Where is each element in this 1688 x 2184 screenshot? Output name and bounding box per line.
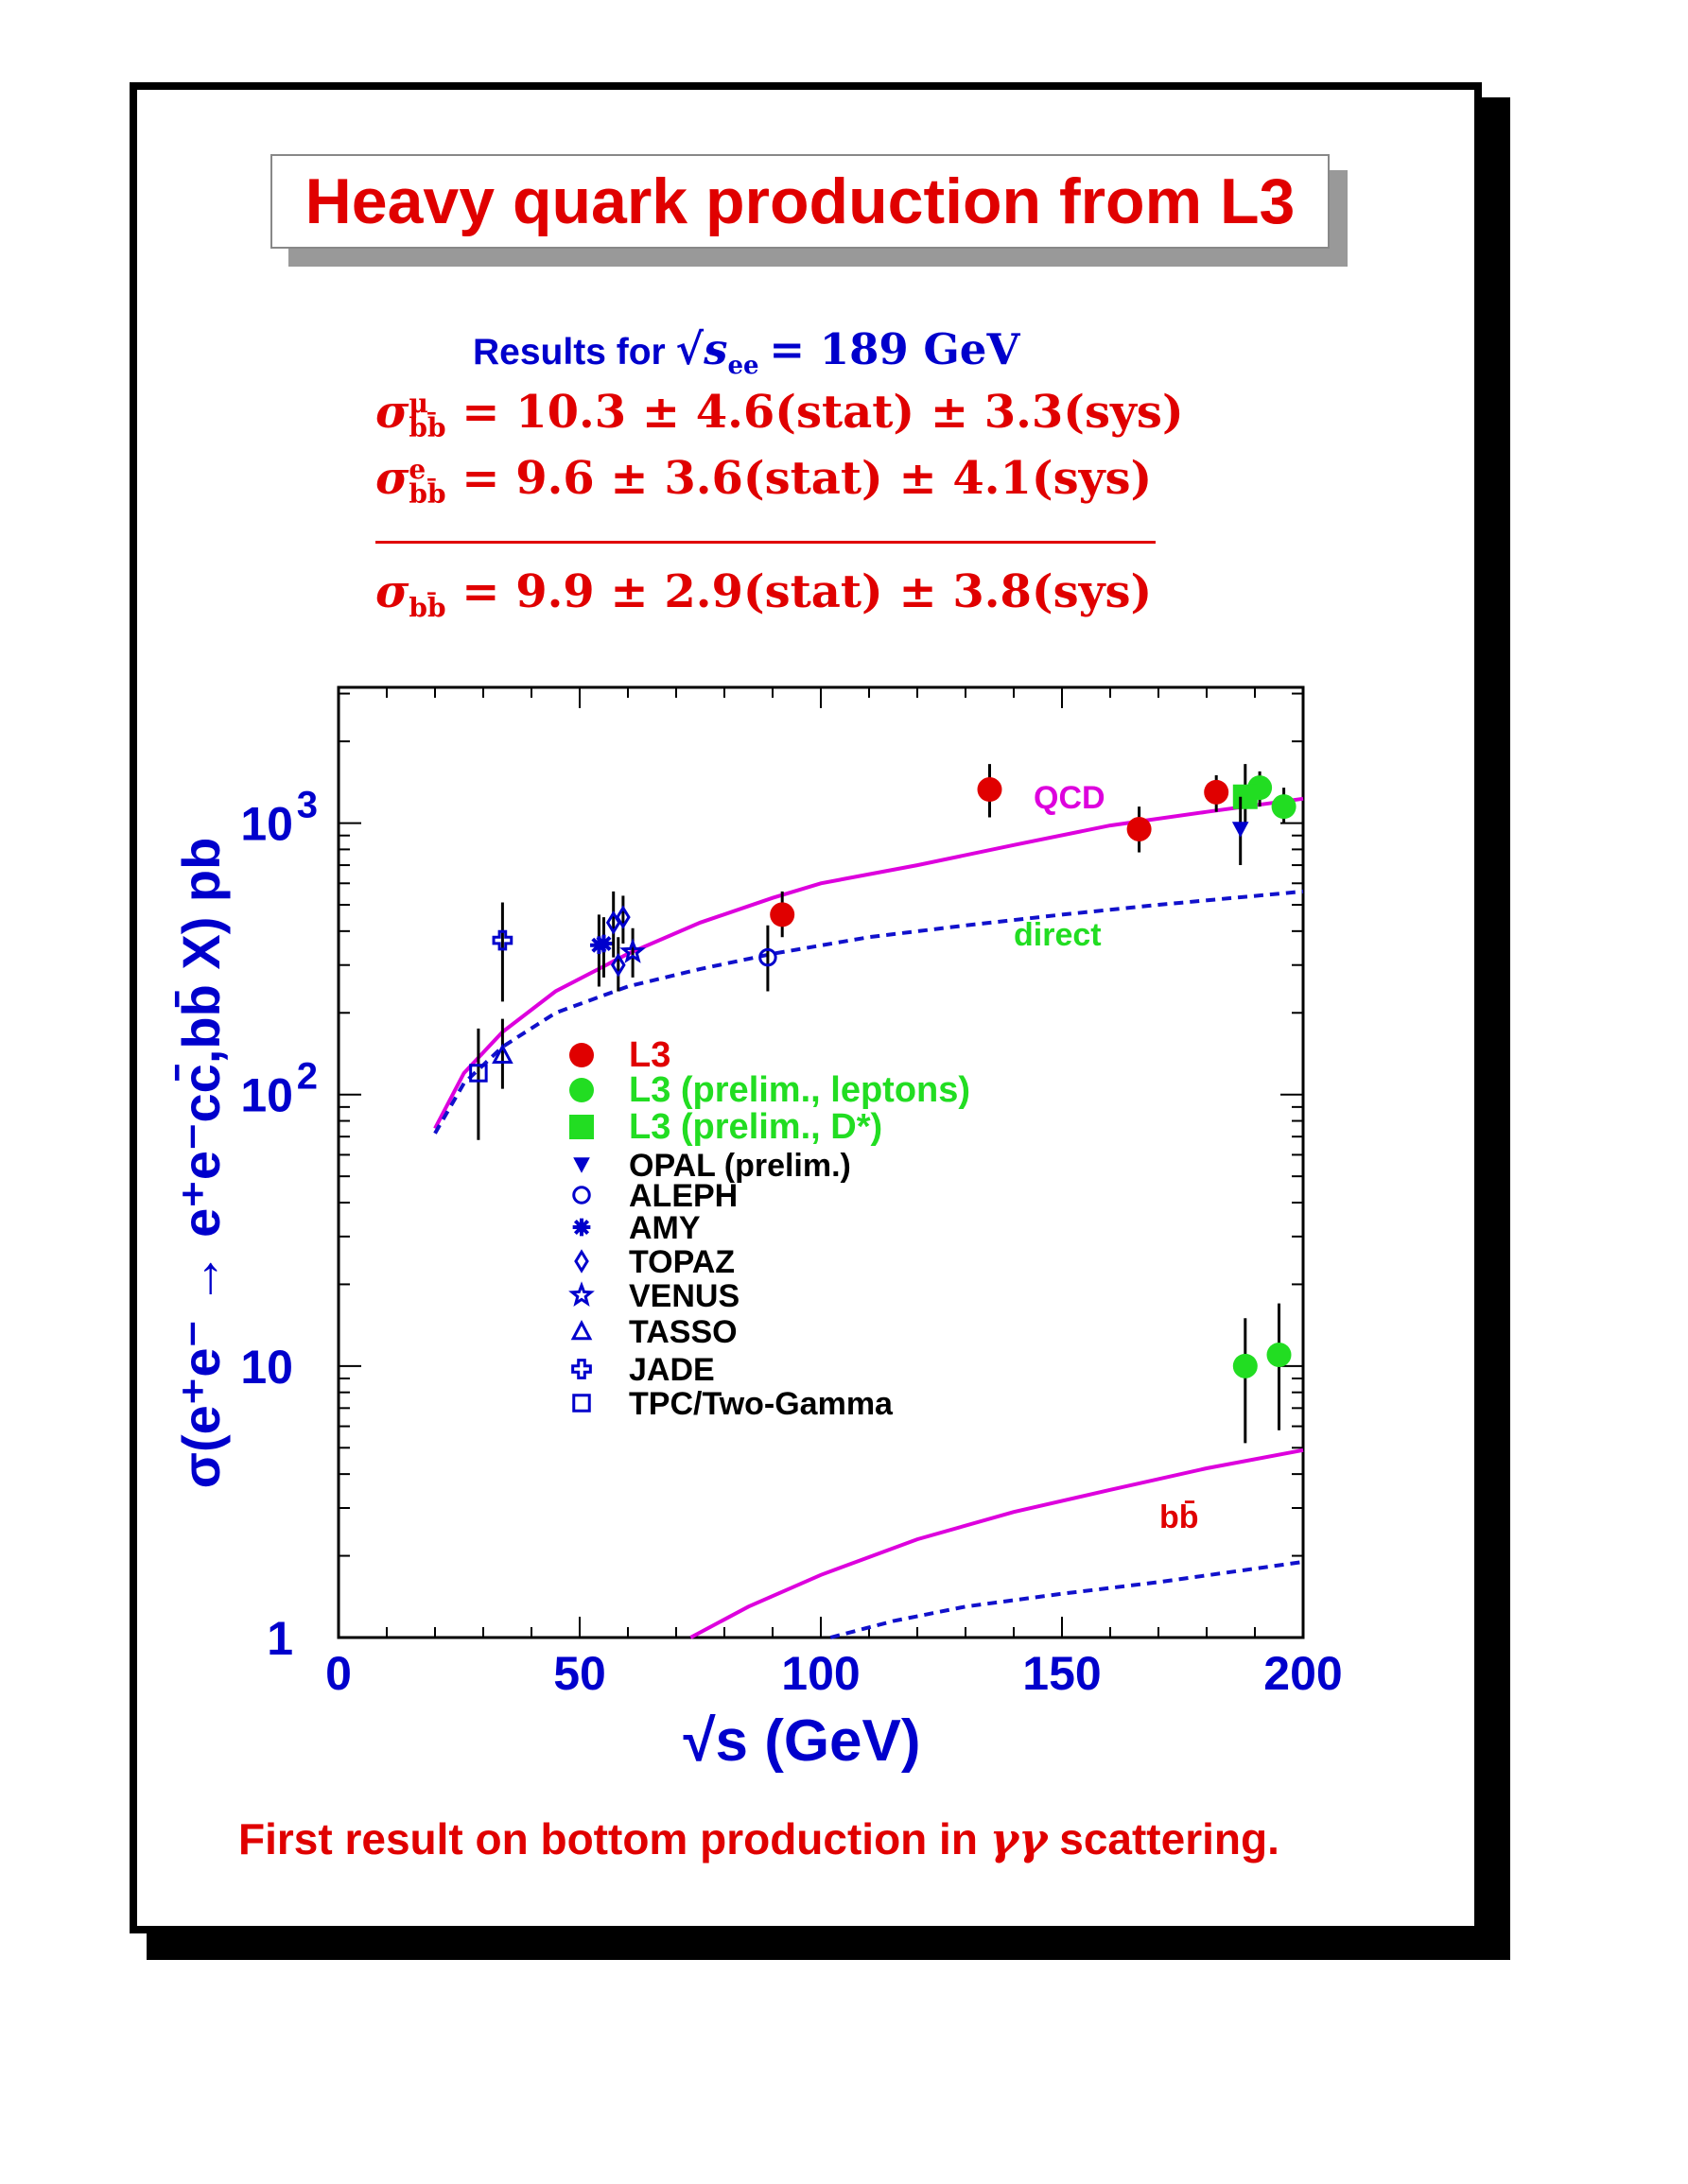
equation-electron: σ e bb̄ = 9.6 ± 3.6(stat) ± 4.1(sys) <box>375 452 1153 510</box>
results-label: Results for <box>473 332 666 373</box>
legend-label: TPC/Two-Gamma <box>629 1386 893 1422</box>
legend-marker <box>576 1252 587 1271</box>
data-point <box>595 935 613 953</box>
y-tick-label: 10 <box>240 797 293 851</box>
legend-label: AMY <box>629 1210 701 1246</box>
x-tick-label: 200 <box>1263 1647 1343 1700</box>
curve-bb-qcd <box>690 1450 1303 1638</box>
legend-marker <box>574 1187 590 1204</box>
legend-label: L3 (prelim., D*) <box>629 1107 883 1147</box>
equation-muon-rhs: = 10.3 ± 4.6(stat) ± 3.3(sys) <box>461 386 1184 439</box>
legend-marker <box>569 1043 594 1067</box>
legend-label: VENUS <box>629 1278 740 1314</box>
qcd-curve-label: QCD <box>1034 780 1105 816</box>
y-tick-label: 10 <box>240 1340 293 1394</box>
data-point <box>1233 1354 1258 1378</box>
legend-marker <box>569 1078 594 1102</box>
legend-label: TOPAZ <box>629 1244 736 1280</box>
curve-bb-direct <box>830 1562 1303 1638</box>
legend-marker <box>573 1157 590 1173</box>
direct-curve-label: direct <box>1014 917 1102 953</box>
legend-label: TASSO <box>629 1314 738 1350</box>
equation-muon: σ μ bb̄ = 10.3 ± 4.6(stat) ± 3.3(sys) <box>375 386 1184 443</box>
legend-label: L3 <box>629 1035 671 1075</box>
data-point <box>1127 817 1152 841</box>
legend-marker <box>572 1286 591 1304</box>
data-point <box>1272 794 1296 819</box>
legend-label: OPAL (prelim.) <box>629 1148 851 1184</box>
legend-label: ALEPH <box>629 1178 739 1214</box>
equation-combined: $\sigma_{bb̄} = 9.9$ ± 2.9(stat) ± 3.8(sys) <box>375 565 1153 624</box>
sqrt-s-symbol: $√s_{ee}$ <box>675 324 759 380</box>
legend-marker <box>569 1115 594 1139</box>
data-point <box>1232 822 1249 838</box>
sigma-symbol: σ <box>375 452 409 505</box>
bb-curve-label: bb̄ <box>1159 1499 1199 1535</box>
y-tick-label: 1 <box>267 1612 293 1665</box>
data-point <box>1267 1343 1292 1367</box>
data-point <box>1233 785 1258 809</box>
legend-label: JADE <box>629 1352 715 1388</box>
legend-marker <box>573 1361 591 1378</box>
footer-caption: First result on bottom production in γγ scattering. <box>238 1813 1279 1864</box>
x-tick-label: 150 <box>1022 1647 1102 1700</box>
sigma-symbol: σ <box>375 386 409 439</box>
x-tick-label: 0 <box>325 1647 352 1700</box>
x-axis-title: √s (GeV) <box>683 1708 921 1774</box>
legend-marker <box>573 1219 591 1237</box>
sigma-symbol: σ <box>375 565 409 618</box>
page-title: Heavy quark production from L3 <box>305 165 1296 237</box>
y-tick-exponent: 2 <box>296 1055 318 1098</box>
y-axis-title: σ(e⁺e⁻ → e⁺e⁻cc̄,bb̄ X) pb <box>171 837 231 1489</box>
y-tick-label: 10 <box>240 1068 293 1122</box>
data-point <box>1204 780 1228 805</box>
x-tick-label: 100 <box>781 1647 861 1700</box>
legend-marker <box>573 1323 590 1339</box>
equation-electron-rhs: = 9.6 ± 3.6(stat) ± 4.1(sys) <box>461 452 1153 505</box>
legend-label: L3 (prelim., leptons) <box>629 1070 971 1110</box>
data-point <box>978 777 1002 802</box>
data-point <box>770 902 794 927</box>
x-tick-label: 50 <box>553 1647 606 1700</box>
equation-combined-rhs: = 9.9 ± 2.9(stat) ± 3.8(sys) <box>461 565 1153 618</box>
legend-marker <box>574 1395 590 1412</box>
y-tick-exponent: 3 <box>296 784 318 826</box>
energy-value: = 189 GeV <box>769 324 1020 374</box>
